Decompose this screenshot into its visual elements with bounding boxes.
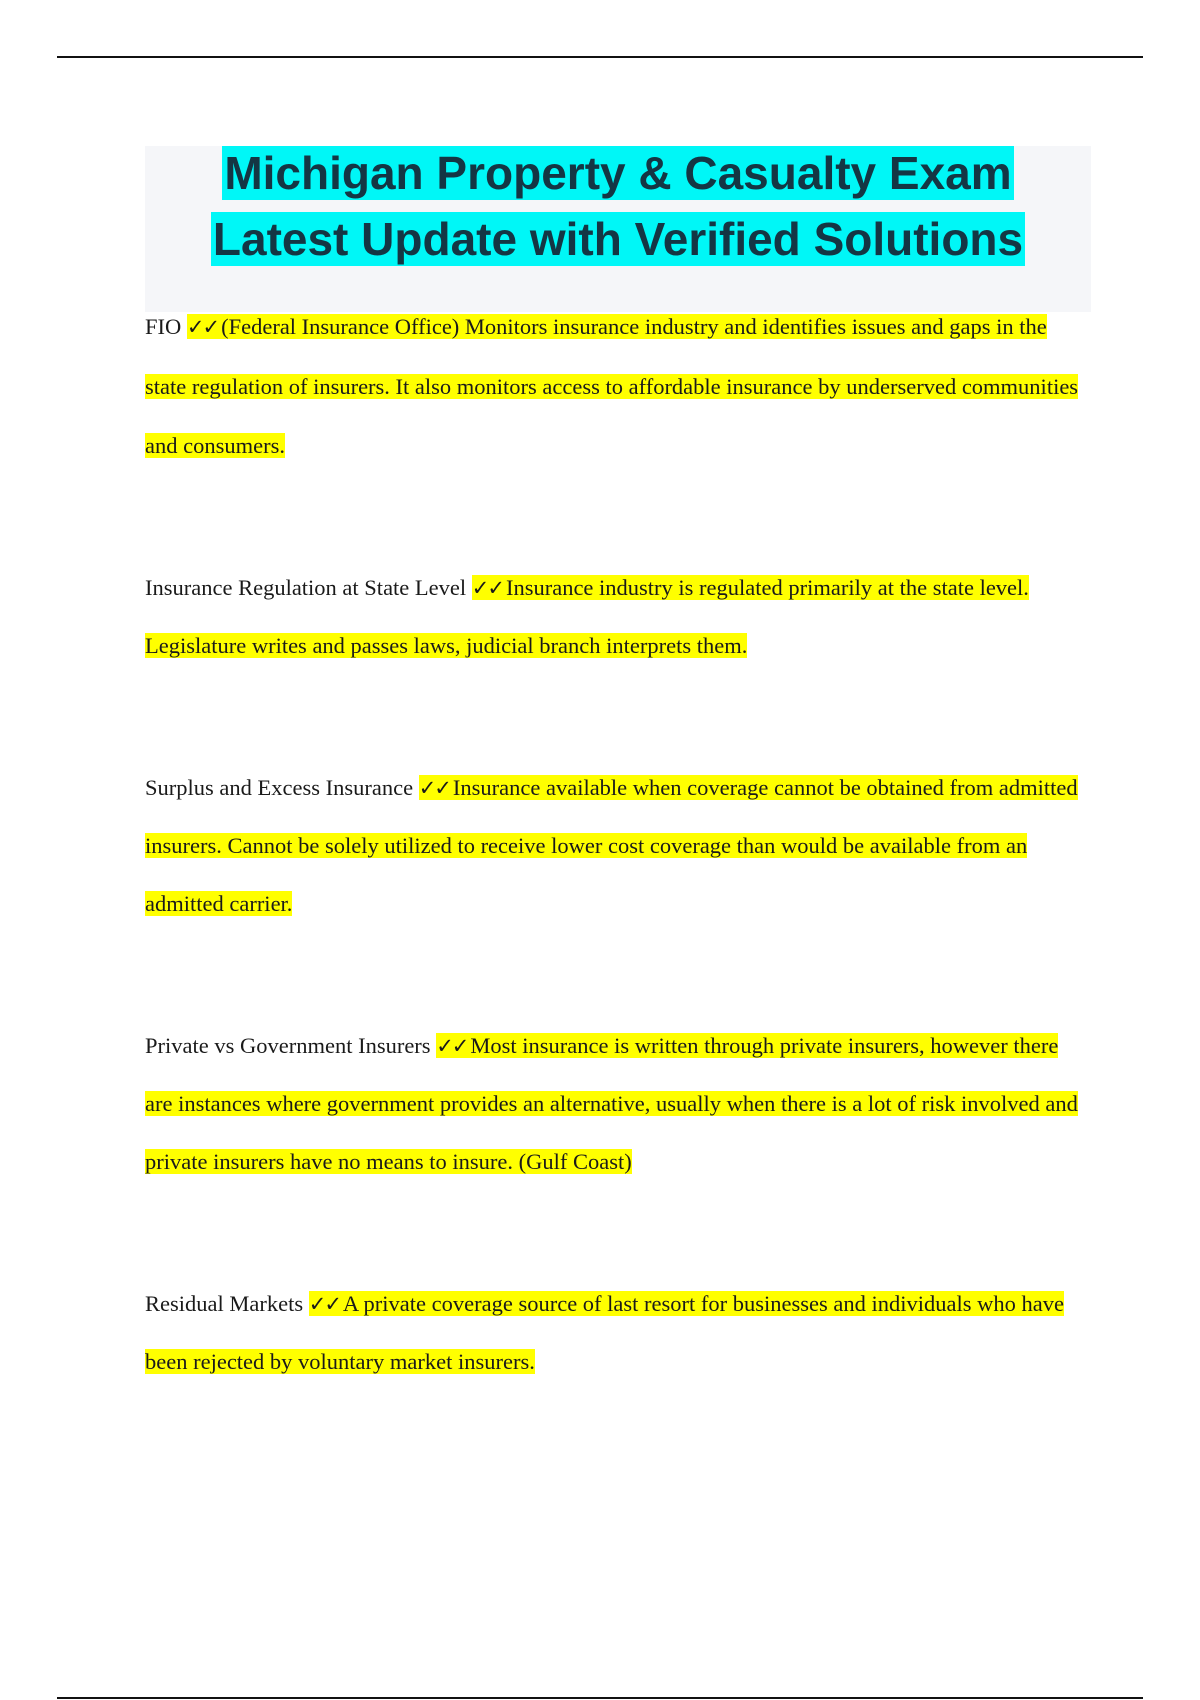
document-title-line-1: Michigan Property & Casualty Exam <box>224 147 1012 199</box>
entry-answer-text: A private coverage source of last resort for businesses and individuals who have been rejected by voluntary market insurers. <box>145 1291 1064 1374</box>
check-icon: ✓✓ <box>436 1034 468 1058</box>
check-icon: ✓✓ <box>418 776 450 800</box>
check-icon: ✓✓ <box>471 576 503 600</box>
entry-term: Residual Markets <box>145 1291 304 1316</box>
entry-term: Surplus and Excess Insurance <box>145 775 414 800</box>
document-title-line-2: Latest Update with Verified Solutions <box>212 213 1024 265</box>
entry-answer-text: Insurance available when coverage cannot be obtained from admitted insurers. Cannot be solely utilized to receive lower cost coverage than would be available from an admitted carrier. <box>145 775 1078 916</box>
document-page <box>145 146 1091 1391</box>
entry-term: Private vs Government Insurers <box>145 1033 431 1058</box>
qa-entry <box>145 559 1091 675</box>
entry-answer-text: Insurance industry is regulated primarily at the state level. Legislature writes and passes laws, judicial branch interprets them. <box>145 575 1029 658</box>
entry-answer-text: Most insurance is written through private insurers, however there are instances where government provides an alternative, usually when there is a lot of risk involved and private insurers have no means to insure. (Gulf Coast) <box>145 1033 1078 1174</box>
qa-entry <box>145 1275 1091 1391</box>
qa-entry <box>145 297 1091 475</box>
entry-answer-text: (Federal Insurance Office) Monitors insurance industry and identifies issues and gaps in the state regulation of insurers. It also monitors access to affordable insurance by underserved communities and consumers. <box>145 314 1079 458</box>
check-icon: ✓✓ <box>308 1292 340 1316</box>
entry-answer <box>145 314 1078 458</box>
top-rule <box>57 56 1143 58</box>
entry-term: FIO <box>145 314 182 339</box>
check-icon: ✓✓ <box>186 315 219 339</box>
qa-entry <box>145 1017 1091 1191</box>
bottom-rule <box>57 1697 1143 1699</box>
entry-term: Insurance Regulation at State Level <box>145 575 467 600</box>
qa-entry <box>145 759 1091 933</box>
title-panel <box>145 146 1091 312</box>
